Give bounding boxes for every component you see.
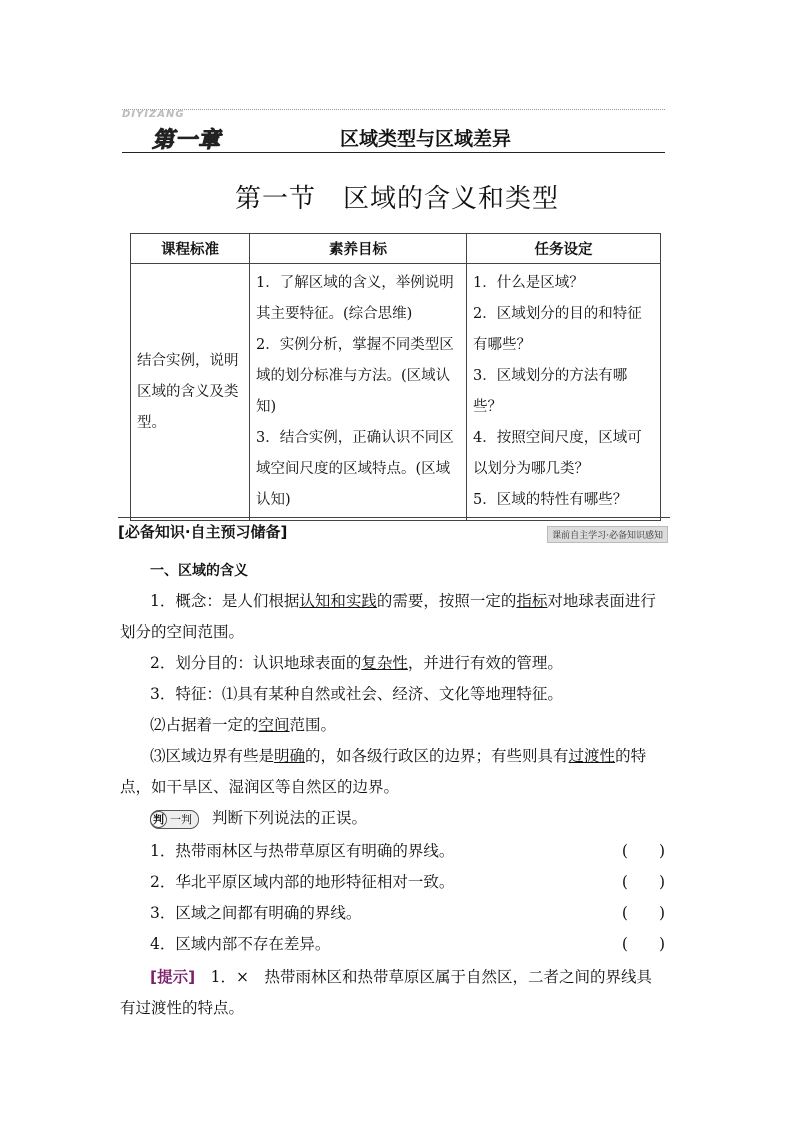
header-goals: 素养目标 <box>250 234 467 264</box>
chapter-title: 区域类型与区域差异 <box>340 128 512 150</box>
banner-tag: 课前自主学习·必备知识感知 <box>547 526 668 543</box>
goal-item: 2．实例分析，掌握不同类型区域的划分标准与方法。(区域认知) <box>256 337 454 415</box>
judge-badge: 判 一判 <box>150 810 199 829</box>
features-line-3: ⑶区域边界有些是明确的，如各级行政区的边界；有些则具有过渡性的特 <box>150 747 647 765</box>
goals-cell <box>250 264 467 521</box>
standard-cell <box>131 264 250 521</box>
chapter-header <box>122 109 665 153</box>
banner-title: [必备知识·自主预习储备] <box>118 523 288 541</box>
task-item: 2．区域划分的目的和特征有哪些？ <box>473 306 642 353</box>
judge-item: 2．华北平原区域内部的地形特征相对一致。 ( ) <box>150 873 665 891</box>
section-title: 第一节 区域的含义和类型 <box>234 184 559 214</box>
standard-text: 结合实例，说明区域的含义及类型。 <box>137 352 239 431</box>
features-line-2: ⑵占据着一定的空间范围。 <box>150 716 337 734</box>
header-tasks: 任务设定 <box>467 234 661 264</box>
hint-paragraph-cont: 有过渡性的特点。 <box>120 999 245 1017</box>
task-item: 1．什么是区域？ <box>473 275 584 291</box>
purpose-paragraph: 2．划分目的：认识地球表面的复杂性，并进行有效的管理。 <box>150 654 563 672</box>
goal-item: 1．了解区域的含义，举例说明其主要特征。(综合思维) <box>256 275 454 322</box>
judge-item: 1．热带雨林区与热带草原区有明确的界线。 ( ) <box>150 842 665 860</box>
judge-prompt: 判断下列说法的正误。 <box>211 809 367 827</box>
judge-item: 4．区域内部不存在差异。 ( ) <box>150 935 665 953</box>
chapter-label: 第一章 <box>152 128 222 153</box>
chapter-pinyin: DIYIZANG <box>122 109 185 120</box>
goal-item: 3．结合实例，正确认识不同区域空间尺度的区域特点。(区域认知) <box>256 430 454 508</box>
features-line-3-cont: 点，如干旱区、湿润区等自然区的边界。 <box>120 778 400 796</box>
tasks-cell <box>467 264 661 521</box>
judge-item: 3．区域之间都有明确的界线。 ( ) <box>150 904 665 922</box>
hint-paragraph: [提示] 1．× 热带雨林区和热带草原区属于自然区，二者之间的界线具 <box>150 968 653 986</box>
objectives-table <box>130 233 661 521</box>
judge-prompt-row <box>150 803 367 834</box>
header-standard: 课程标准 <box>131 234 250 264</box>
task-item: 4．按照空间尺度，区域可以划分为哪几类？ <box>473 430 642 477</box>
heading-region-meaning: 一、区域的含义 <box>150 563 248 579</box>
top-dotted-rule <box>122 109 665 110</box>
task-item: 5．区域的特性有哪些？ <box>473 492 628 508</box>
features-line-1: 3．特征：⑴具有某种自然或社会、经济、文化等地理特征。 <box>150 685 563 703</box>
concept-paragraph-cont: 划分的空间范围。 <box>120 623 245 641</box>
hint-label: [提示] <box>150 968 196 986</box>
task-item: 3．区域划分的方法有哪些？ <box>473 368 628 415</box>
concept-paragraph: 1．概念：是人们根据认知和实践的需要，按照一定的指标对地球表面进行 <box>150 592 656 610</box>
section-banner <box>118 517 670 544</box>
